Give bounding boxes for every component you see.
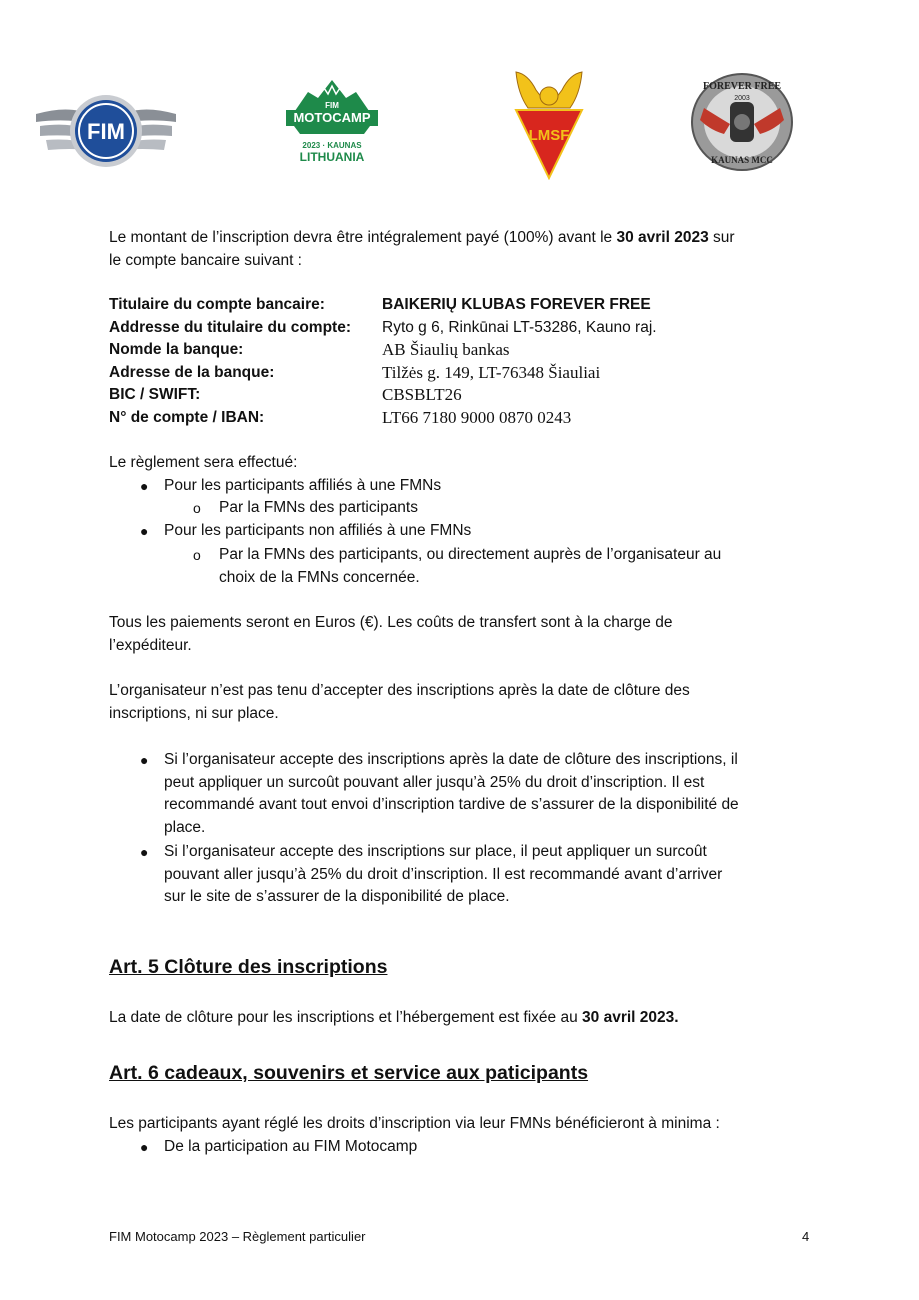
motocamp-year-text: 2023 · KAUNAS xyxy=(302,141,362,150)
fim-logo-text: FIM xyxy=(87,119,125,144)
late-bullet-2-line-1: Si l’organisateur accepte des inscriptions sur place, il peut appliquer un surcoût xyxy=(164,843,707,860)
art5-deadline: 30 avril 2023. xyxy=(582,1009,679,1026)
late-bullet-1-line-2: peut appliquer un surcoût pouvant aller jusqu’à 25% du droit d’inscription. Il est xyxy=(164,773,705,791)
bank-value-iban: LT66 7180 9000 0870 0243 xyxy=(382,408,572,427)
late-bullet-1-line-3: recommandé avant tout envoi d’inscription tardive de s’assurer de la disponibilité de xyxy=(164,796,739,813)
bank-label-bank-name: Nomde la banque: xyxy=(109,341,244,358)
intro-deadline: 30 avril 2023 xyxy=(616,229,709,246)
organiser-line-2: inscriptions, ni sur place. xyxy=(109,704,279,722)
bank-label-iban: N° de compte / IBAN: xyxy=(109,409,265,426)
footer-title: FIM Motocamp 2023 – Règlement particulier xyxy=(109,1229,366,1244)
bullet-icon: ● xyxy=(140,752,149,768)
art6-heading: Art. 6 cadeaux, souvenirs et service aux paticipants xyxy=(109,1062,589,1084)
intro-text-2: sur xyxy=(708,229,735,246)
intro-paragraph xyxy=(109,227,735,272)
bank-value-bank-address: Tilžės g. 149, LT-76348 Šiauliai xyxy=(382,363,601,382)
bank-row-bank-name xyxy=(109,339,809,362)
bank-value-holder-address: Ryto g 6, Rinkūnai LT-53286, Kauno raj. xyxy=(382,319,657,336)
motocamp-title-text: MOTOCAMP xyxy=(293,110,371,125)
late-bullet-1-line-1: Si l’organisateur accepte des inscriptions après la date de clôture des inscriptions, il xyxy=(164,751,738,768)
page-number: 4 xyxy=(802,1229,810,1244)
late-bullet-2-line-3: sur le site de s’assurer de la disponibilité de place. xyxy=(164,888,510,905)
late-bullet-1 xyxy=(164,749,739,839)
bullet-icon: ● xyxy=(140,844,149,860)
art5-heading: Art. 5 Clôture des inscriptions xyxy=(109,956,388,978)
art6-bullet-1: De la participation au FIM Motocamp xyxy=(164,1138,418,1155)
bank-label-holder: Titulaire du compte bancaire: xyxy=(109,296,325,313)
bank-label-bank-address: Adresse de la banque: xyxy=(109,364,275,381)
organiser-paragraph xyxy=(109,680,690,725)
bullet-icon: ● xyxy=(140,478,149,494)
intro-text-1: Le montant de l’inscription devra être intégralement payé (100%) avant le xyxy=(109,229,617,246)
art5-paragraph xyxy=(109,1007,679,1030)
bank-row-iban xyxy=(109,407,809,430)
payment-bullet-non-affiliated: Pour les participants non affiliés à une FMNs xyxy=(164,522,472,539)
fim-logo xyxy=(32,88,180,174)
bank-row-bank-address xyxy=(109,362,809,385)
currency-paragraph xyxy=(109,612,672,657)
forever-free-logo xyxy=(690,72,794,172)
payment-bullet-affiliated: Pour les participants affiliés à une FMNs xyxy=(164,477,442,494)
bank-label-holder-address: Addresse du titulaire du compte: xyxy=(109,319,352,336)
payment-sub-non-affiliated-2: choix de la FMNs concernée. xyxy=(219,569,420,586)
art5-text: La date de clôture pour les inscriptions et l’hébergement est fixée au xyxy=(109,1009,583,1026)
forever-free-year-text: 2003 xyxy=(734,95,750,102)
circle-bullet-icon: o xyxy=(193,547,201,563)
circle-bullet-icon: o xyxy=(193,500,201,516)
bank-value-holder: BAIKERIŲ KLUBAS FOREVER FREE xyxy=(382,296,651,313)
intro-text-3: le compte bancaire suivant : xyxy=(109,251,302,269)
organiser-line-1: L’organisateur n’est pas tenu d’accepter des inscriptions après la date de clôture des xyxy=(109,682,690,699)
bank-row-holder-address xyxy=(109,317,809,340)
bank-label-bic: BIC / SWIFT: xyxy=(109,386,201,403)
motocamp-country-text: LITHUANIA xyxy=(299,150,365,164)
motocamp-fim-text: FIM xyxy=(325,101,339,110)
payment-sub-non-affiliated-1: Par la FMNs des participants, ou directement auprès de l’organisateur au xyxy=(219,546,722,563)
bank-row-bic xyxy=(109,384,809,407)
late-bullet-2 xyxy=(164,841,722,909)
late-bullet-2-line-2: pouvant aller jusqu’à 25% du droit d’inscription. Il est recommandé avant d’arriver xyxy=(164,865,723,883)
forever-free-bottom-text: KAUNAS MCC xyxy=(711,155,773,165)
bank-row-holder xyxy=(109,294,809,317)
forever-free-top-text: FOREVER FREE xyxy=(702,81,782,92)
bullet-icon: ● xyxy=(140,523,149,539)
bank-value-bank-name: AB Šiaulių bankas xyxy=(382,340,510,359)
art6-paragraph: Les participants ayant réglé les droits d’inscription via leur FMNs bénéficieront à minima : xyxy=(109,1115,720,1132)
payment-intro: Le règlement sera effectué: xyxy=(109,454,298,471)
lmsf-logo xyxy=(514,68,584,180)
payment-sub-affiliated: Par la FMNs des participants xyxy=(219,499,418,516)
bullet-icon: ● xyxy=(140,1139,149,1155)
late-bullet-1-line-4: place. xyxy=(164,818,206,836)
currency-line-2: l’expéditeur. xyxy=(109,636,192,654)
lmsf-logo-text: LMSF xyxy=(528,127,570,144)
currency-line-1: Tous les paiements seront en Euros (€). Les coûts de transfert sont à la charge de xyxy=(109,614,673,631)
bank-value-bic: CBSBLT26 xyxy=(382,385,462,404)
motocamp-logo xyxy=(284,78,380,166)
